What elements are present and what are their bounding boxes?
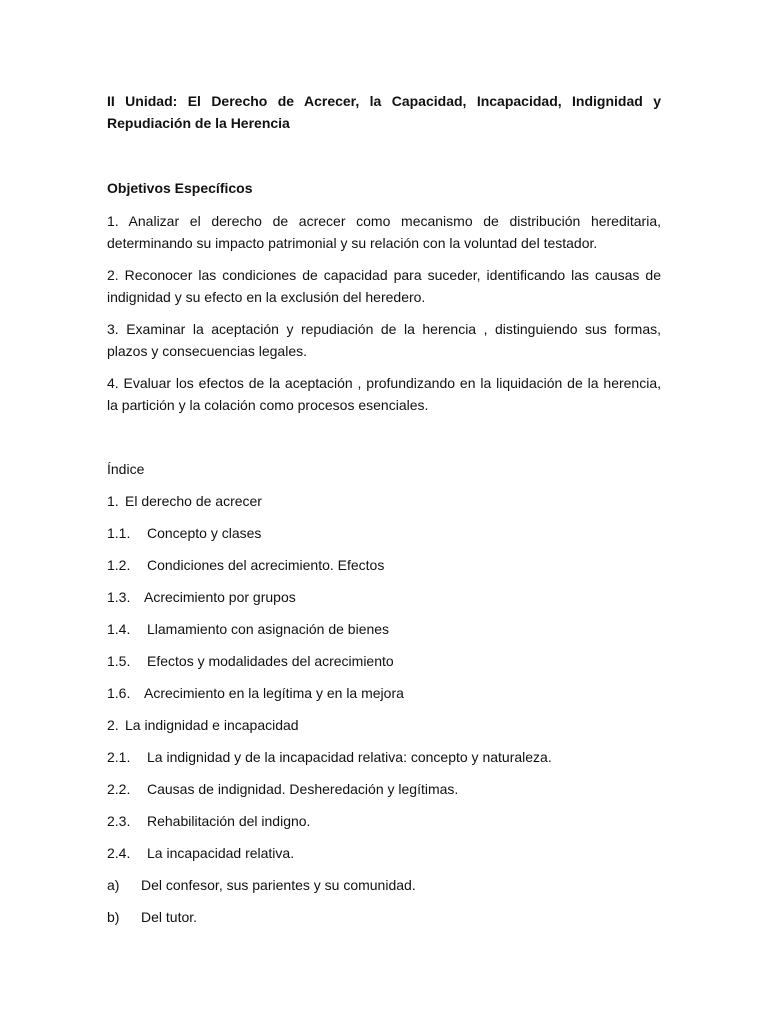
index-entry-text: Causas de indignidad. Desheredación y legítimas. — [147, 781, 459, 797]
index-entry — [107, 842, 661, 864]
index-entry — [107, 522, 661, 544]
index-entry-number: 2.1. — [107, 749, 131, 765]
index-entry-number: 2. — [107, 717, 119, 733]
index-entry-text: Concepto y clases — [147, 525, 262, 541]
index-entry-number: 2.4. — [107, 845, 131, 861]
index-entry-text: El derecho de acrecer — [125, 493, 262, 509]
index-entry-text: Acrecimiento en la legítima y en la mejora — [144, 685, 404, 701]
index-entry — [107, 650, 661, 672]
index-entry — [107, 490, 661, 512]
index-heading: Índice — [107, 461, 145, 477]
index-entry — [107, 554, 661, 576]
index-entry — [107, 618, 661, 640]
index-entry-text: Rehabilitación del indigno. — [147, 813, 311, 829]
index-entry-number: 1.6. — [107, 685, 131, 701]
index-entry-text: Del tutor. — [141, 909, 198, 925]
index-entry-number: 2.2. — [107, 781, 131, 797]
index-entry-text: Efectos y modalidades del acrecimiento — [147, 653, 394, 669]
unit-title: II Unidad: El Derecho de Acrecer, la Capacidad, Incapacidad, Indignidad y Repudiación de la Herencia — [107, 93, 661, 131]
index-entry-number: 1.3. — [107, 589, 131, 605]
objective-item: 4. Evaluar los efectos de la aceptación , profundizando en la liquidación de la herencia, la partición y la colación como procesos esenciales. — [107, 375, 661, 413]
index-entry-number: b) — [107, 909, 120, 925]
document-page — [107, 90, 661, 928]
objective-item: 2. Reconocer las condiciones de capacidad para suceder, identificando las causas de indignidad y su efecto en la exclusión del heredero. — [107, 267, 661, 305]
index-entry-text: Del confesor, sus parientes y su comunidad. — [141, 877, 416, 893]
index-entry-number: 1.1. — [107, 525, 131, 541]
index-entry — [107, 906, 661, 928]
index-entry-text: La indignidad y de la incapacidad relativa: concepto y naturaleza. — [147, 749, 552, 765]
index-entry-number: 2.3. — [107, 813, 131, 829]
index-entry-number: a) — [107, 877, 120, 893]
index-entry-number: 1.2. — [107, 557, 131, 573]
objective-item: 1. Analizar el derecho de acrecer como mecanismo de distribución hereditaria, determinando su impacto patrimonial y su relación con la voluntad del testador. — [107, 213, 661, 251]
index-entry-number: 1. — [107, 493, 119, 509]
index-entry-text: La indignidad e incapacidad — [125, 717, 299, 733]
index-entry — [107, 746, 661, 768]
index-entry-number: 1.4. — [107, 621, 131, 637]
index-entry — [107, 874, 661, 896]
objective-item: 3. Examinar la aceptación y repudiación de la herencia , distinguiendo sus formas, plazos y consecuencias legales. — [107, 321, 661, 359]
index-entry — [107, 714, 661, 736]
index-entry-text: La incapacidad relativa. — [147, 845, 295, 861]
index-entry-number: 1.5. — [107, 653, 131, 669]
objectives-heading: Objetivos Específicos — [107, 180, 253, 196]
index-entry — [107, 778, 661, 800]
index-entry — [107, 586, 661, 608]
index-entry-text: Acrecimiento por grupos — [144, 589, 296, 605]
index-entry-text: Llamamiento con asignación de bienes — [147, 621, 390, 637]
index-entry — [107, 810, 661, 832]
index-entry — [107, 682, 661, 704]
index-entry-text: Condiciones del acrecimiento. Efectos — [147, 557, 385, 573]
